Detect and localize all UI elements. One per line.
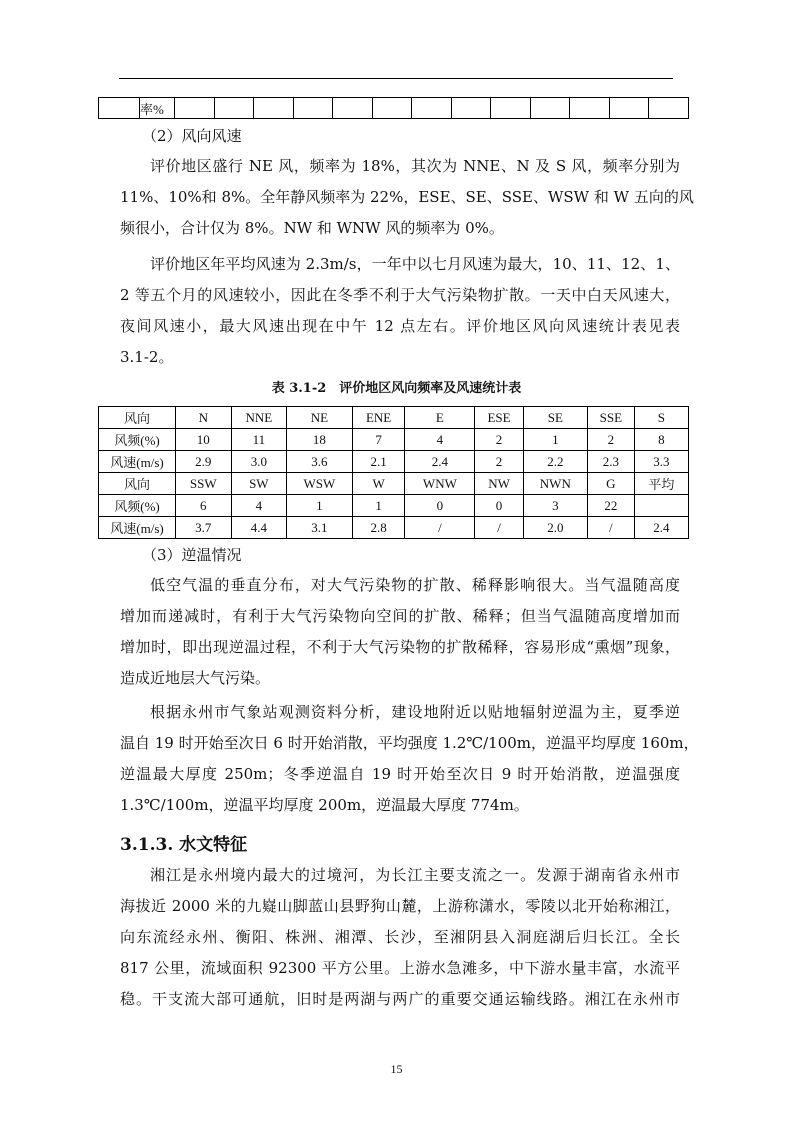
table-cell: 2	[475, 451, 523, 473]
table-cell: SW	[231, 473, 287, 495]
table-cell: 4	[231, 495, 287, 517]
table-cell	[293, 98, 333, 119]
table-cell	[372, 98, 412, 119]
subsection-wind: （2）风向风速	[142, 127, 242, 145]
text-line: 温自 19 时开始至次日 6 时开始消散，平均强度 1.2℃/100m，逆温平均厚度 160m，	[120, 734, 699, 752]
table-cell: 7	[352, 429, 405, 451]
table-cell	[609, 98, 649, 119]
table-cell: 2.9	[176, 451, 232, 473]
page-number: 15	[390, 1062, 403, 1076]
row-header-cell: 风向	[99, 473, 176, 495]
table-cell: NW	[475, 473, 523, 495]
text-line: 根据永州市气象站观测资料分析，建设地附近以贴地辐射逆温为主，夏季逆	[150, 703, 680, 721]
table-cell: 2.3	[587, 451, 634, 473]
table-cell: S	[634, 407, 688, 429]
table-cell: 1	[523, 429, 587, 451]
table-cell: 6	[176, 495, 232, 517]
table-cell: 1	[352, 495, 405, 517]
table-cell: WNW	[405, 473, 475, 495]
text-line: 增加时，即出现逆温过程，不利于大气污染物的扩散稀释，容易形成“熏烟”现象，	[120, 638, 680, 656]
table-cell: G	[587, 473, 634, 495]
text-line: 逆温最大厚度 250m；冬季逆温自 19 时开始至次日 9 时开始消散，逆温强度	[120, 765, 680, 783]
text-line: 增加而递减时，有利于大气污染物向空间的扩散、稀释；但当气温随高度增加而	[120, 607, 680, 625]
text-line: 817 公里，流域面积 92300 平方公里。上游水急滩多，中下游水量丰富，水流平	[120, 959, 680, 977]
table-cell	[254, 98, 294, 119]
table-row	[99, 495, 689, 517]
table-cell: 2.0	[523, 517, 587, 539]
text-line: 2 等五个月的风速较小，因此在冬季不利于大气污染物扩散。一天中白天风速大，	[120, 286, 680, 304]
table-cell: /	[587, 517, 634, 539]
table-cell: 22	[587, 495, 634, 517]
table-cell	[634, 495, 688, 517]
table-caption: 表 3.1-2 评价地区风向频率及风速统计表	[271, 381, 522, 396]
table-cell: 2	[475, 429, 523, 451]
table-cell: E	[405, 407, 475, 429]
table-cell: 0	[475, 495, 523, 517]
table-cell: 0	[405, 495, 475, 517]
text-line: 低空气温的垂直分布，对大气污染物的扩散、稀释影响很大。当气温随高度	[150, 576, 680, 594]
table-cell: 2.4	[634, 517, 688, 539]
wind-stats-table	[98, 406, 689, 539]
table-cell	[412, 98, 452, 119]
text-line: 海拔近 2000 米的九嶷山脚蓝山县野狗山麓，上游称潇水，零陵以北开始称湘江，	[120, 897, 680, 915]
row-header-cell: 风频(%)	[99, 495, 176, 517]
table-cell: NWN	[523, 473, 587, 495]
text-line: 3.1-2。	[120, 348, 174, 366]
table-cell: 2.4	[405, 451, 475, 473]
table-cell: ESE	[475, 407, 523, 429]
table-cell: 11	[231, 429, 287, 451]
table-cell	[214, 98, 254, 119]
table-cell: 3.6	[287, 451, 353, 473]
table-cell: NE	[287, 407, 353, 429]
text-line: 评价地区盛行 NE 风，频率为 18%，其次为 NNE、N 及 S 风，频率分别为	[150, 157, 680, 175]
table-cell: 10	[176, 429, 232, 451]
table-cell: SSW	[176, 473, 232, 495]
table-cell: 2.2	[523, 451, 587, 473]
table-cell: 3.3	[634, 451, 688, 473]
table-cell: 3	[523, 495, 587, 517]
table-cell	[530, 98, 570, 119]
table-cell: SSE	[587, 407, 634, 429]
row-header-cell: 风速(m/s)	[99, 517, 176, 539]
table-cell: SE	[523, 407, 587, 429]
text-line: 频很小，合计仅为 8%。NW 和 WNW 风的频率为 0%。	[120, 219, 504, 237]
text-line: 评价地区年平均风速为 2.3m/s，一年中以七月风速为最大，10、11、12、1、	[150, 255, 680, 273]
table-cell: 4.4	[231, 517, 287, 539]
table-cell	[491, 98, 531, 119]
table-cell: N	[176, 407, 232, 429]
table-cell: 2.8	[352, 517, 405, 539]
table-cell	[649, 98, 689, 119]
header-rule	[119, 78, 673, 79]
text-line: 向东流经永州、衡阳、株洲、湘潭、长沙，至湘阴县入洞庭湖后归长江。全长	[120, 928, 680, 946]
table-cell: 2	[587, 429, 634, 451]
subsection-inversion: （3）逆温情况	[142, 546, 242, 564]
row-header-cell: 风速(m/s)	[99, 451, 176, 473]
table-row	[99, 407, 689, 429]
table-cell	[175, 98, 215, 119]
table-cell: 3.0	[231, 451, 287, 473]
text-line: 湘江是永州境内最大的过境河，为长江主要支流之一。发源于湖南省永州市	[150, 866, 680, 884]
table-cell	[570, 98, 610, 119]
table-row	[99, 473, 689, 495]
text-line: 造成近地层大气污染。	[120, 669, 271, 687]
table-row	[99, 451, 689, 473]
table-cell: 3.1	[287, 517, 353, 539]
table-cell: 18	[287, 429, 353, 451]
table-cell: 3.7	[176, 517, 232, 539]
text-line: 1.3℃/100m，逆温平均厚度 200m，逆温最大厚度 774m。	[120, 796, 529, 814]
table-cell: /	[475, 517, 523, 539]
row-header-cell: 风向	[99, 407, 176, 429]
table-row	[99, 429, 689, 451]
table-cell: 1	[287, 495, 353, 517]
text-line: 稳。干支流大部可通航，旧时是两湖与两广的重要交通运输线路。湘江在永州市	[120, 990, 680, 1008]
table-cell: 2.1	[352, 451, 405, 473]
table-cell: 平均	[634, 473, 688, 495]
table-cell	[451, 98, 491, 119]
table-cell: W	[352, 473, 405, 495]
text-line: 夜间风速小，最大风速出现在中午 12 点左右。评价地区风向风速统计表见表	[120, 317, 680, 335]
table-cell: 4	[405, 429, 475, 451]
table-cell: /	[405, 517, 475, 539]
table-cell	[333, 98, 373, 119]
table-cell: ENE	[352, 407, 405, 429]
text-line: 11%、10%和 8%。全年静风频率为 22%，ESE、SE、SSE、WSW 和 W 五向的风	[120, 188, 694, 206]
table-row	[99, 517, 689, 539]
table-cell: 率%	[140, 98, 175, 119]
table-cell: WSW	[287, 473, 353, 495]
continued-table-row	[98, 97, 689, 119]
section-heading: 3.1.3. 水文特征	[120, 835, 248, 855]
row-header-cell: 风频(%)	[99, 429, 176, 451]
table-cell	[99, 98, 140, 119]
table-cell: 8	[634, 429, 688, 451]
table-cell: NNE	[231, 407, 287, 429]
